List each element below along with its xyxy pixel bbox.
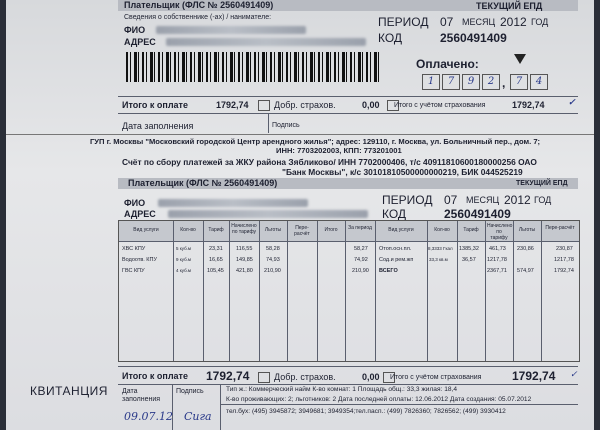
table-cell: 16,65 bbox=[209, 257, 223, 263]
paid-digit-6: 4 bbox=[530, 74, 548, 90]
table-col-sep bbox=[427, 221, 428, 361]
table-cell: 2367,71 bbox=[487, 268, 507, 274]
top-code-value: 2560491409 bbox=[440, 31, 507, 45]
middle-address-blurred bbox=[168, 210, 368, 218]
payee-line-1: ГУП г. Москвы "Московский городской Центр арендного жилья"; адрес: 129110, г. Москва, ул. Больничный пер., дом. 7; bbox=[90, 137, 541, 146]
charges-table bbox=[118, 220, 580, 362]
handwritten-signature: Сига bbox=[184, 410, 212, 423]
bottom-info-line-3: тел.бух: (495) 3945872; 3949681; 3949354;тел.пасп.: (499) 7826360; 7826562; (499) 3930412 bbox=[226, 408, 506, 415]
bottom-fill-date-label bbox=[122, 388, 168, 404]
table-col-sep bbox=[485, 221, 486, 361]
kvitancia-label: КВИТАНЦИЯ bbox=[30, 384, 108, 398]
payee-line-4: "Банк Москвы", к/с 30101810500000000219, БИК 044525219 bbox=[282, 167, 523, 177]
table-cell: 1792,74 bbox=[554, 268, 574, 274]
table-col-sep bbox=[345, 221, 346, 361]
top-year-label: ГОД bbox=[531, 17, 549, 27]
bottom-total-label: Итого к оплате bbox=[122, 371, 188, 381]
middle-month-label: МЕСЯЦ bbox=[466, 195, 500, 205]
paid-digit-4: 2 bbox=[482, 74, 500, 90]
top-total-with-ins-value: 1792,74 bbox=[512, 100, 545, 110]
table-cell: 9 куб.м bbox=[176, 257, 191, 262]
bottom-info-line-2: К-во проживающих: 2; льготников: 2 Дата последней оплаты: 12.06.2012 Дата создания: 05.07.2012 bbox=[226, 396, 532, 403]
bottom-insurance-checkbox[interactable] bbox=[258, 372, 270, 383]
middle-period-value: 07 bbox=[444, 193, 458, 207]
table-cell: 1217,78 bbox=[487, 257, 507, 263]
top-fill-date-label: Дата заполнения bbox=[122, 121, 194, 131]
middle-year-label: ГОД bbox=[534, 195, 552, 205]
payee-top-line bbox=[6, 134, 594, 135]
bottom-fill-date-text: Дата заполнения bbox=[122, 388, 161, 403]
top-period-label: ПЕРИОД bbox=[378, 15, 429, 29]
top-insurance-label: Добр. страхов. bbox=[274, 100, 336, 110]
epd-receipt bbox=[6, 0, 594, 430]
handwritten-date: 09.07.12 bbox=[124, 410, 173, 423]
bottom-total-with-ins-label: Итого с учётом страхования bbox=[390, 374, 482, 381]
top-period-value: 07 bbox=[440, 15, 454, 29]
table-cell: ВСЕГО bbox=[379, 268, 398, 274]
table-col-sep bbox=[259, 221, 260, 361]
table-col-sep bbox=[457, 221, 458, 361]
paid-digit-5: 7 bbox=[510, 74, 528, 90]
table-col-sep bbox=[541, 221, 542, 361]
middle-period-label: ПЕРИОД bbox=[382, 193, 433, 207]
arrow-down-icon bbox=[514, 54, 526, 64]
table-cell: 574,97 bbox=[517, 268, 534, 274]
table-cell: 33,3 кв.м bbox=[429, 257, 448, 262]
bottom-divider bbox=[118, 366, 578, 367]
table-cell: 421,80 bbox=[236, 268, 253, 274]
table-cell: ХВС КПУ bbox=[122, 246, 146, 252]
table-header-cell: За период bbox=[348, 225, 372, 231]
table-cell: 1217,78 bbox=[554, 257, 574, 263]
table-cell: 5 куб.м bbox=[176, 246, 191, 251]
table-col-sep bbox=[203, 221, 204, 361]
middle-code-value: 2560491409 bbox=[444, 207, 511, 221]
table-header-cell: Начислено по тарифу bbox=[487, 223, 513, 241]
table-header-line bbox=[119, 241, 579, 242]
barcode bbox=[126, 52, 382, 82]
paid-digit-1: 1 bbox=[422, 74, 440, 90]
payee-line-3: Счёт по сбору платежей за ЖКУ района Зябликово/ ИНН 7702000406, т/с 40911810600180000256 ОАО bbox=[122, 157, 537, 167]
table-cell: 74,92 bbox=[354, 257, 368, 263]
table-cell: 230,86 bbox=[517, 246, 534, 252]
bottom-col-sep bbox=[220, 384, 221, 430]
table-header-cell: Тариф bbox=[463, 227, 479, 233]
bottom-checkmark-icon: ✓ bbox=[570, 370, 578, 380]
top-total-value: 1792,74 bbox=[216, 100, 249, 110]
top-divider-2 bbox=[118, 113, 578, 114]
table-cell: 116,55 bbox=[236, 246, 253, 252]
table-cell: 58,28 bbox=[266, 246, 280, 252]
paid-decimal-comma: , bbox=[502, 76, 506, 90]
top-address-label: АДРЕС bbox=[124, 37, 156, 47]
table-cell: 210,90 bbox=[352, 268, 369, 274]
table-cell: 58,27 bbox=[354, 246, 368, 252]
top-code-label: КОД bbox=[378, 31, 403, 45]
top-divider bbox=[118, 96, 578, 97]
table-header-cell: Кол-во bbox=[434, 227, 450, 233]
table-col-sep bbox=[173, 221, 174, 361]
top-signature-label: Подпись bbox=[272, 122, 300, 129]
paid-digit-2: 7 bbox=[442, 74, 460, 90]
table-cell: 23,31 bbox=[209, 246, 223, 252]
top-total-label: Итого к оплате bbox=[122, 100, 188, 110]
table-col-sep bbox=[317, 221, 318, 361]
table-cell: Отоп.осн.пл. bbox=[379, 246, 412, 252]
top-fill-sig-separator bbox=[268, 113, 269, 133]
table-cell: 74,93 bbox=[266, 257, 280, 263]
top-checkmark-icon: ✓ bbox=[568, 98, 576, 108]
table-cell: 230,87 bbox=[556, 246, 573, 252]
bottom-insurance-value: 0,00 bbox=[362, 372, 380, 382]
top-fio-label: ФИО bbox=[124, 25, 146, 35]
table-cell: 149,85 bbox=[236, 257, 253, 263]
table-cell: Сод.и рем.жп bbox=[379, 257, 414, 263]
table-cell: 1385,32 bbox=[459, 246, 479, 252]
top-total-with-ins-label: Итого с учётом страхования bbox=[394, 102, 486, 109]
table-col-sep bbox=[287, 221, 288, 361]
paid-digit-3: 9 bbox=[462, 74, 480, 90]
bottom-divider-2 bbox=[118, 384, 578, 385]
table-cell: 4 куб.м bbox=[176, 268, 191, 273]
paid-label: Оплачено: bbox=[416, 57, 479, 71]
table-cell: Водоотв. КПУ bbox=[122, 257, 157, 263]
top-insurance-checkbox[interactable] bbox=[258, 100, 270, 111]
top-payer-header: Плательщик (ФЛС № 2560491409) bbox=[124, 0, 274, 10]
bottom-col-sep bbox=[172, 384, 173, 430]
table-header-cell: Пере-расчёт bbox=[294, 225, 310, 237]
bottom-info-line-1: Тип ж.: Коммерческий найм К-во комнат: 1 Площадь общ.: 33,3 жилая: 18,4 bbox=[226, 386, 458, 393]
table-col-sep bbox=[229, 221, 230, 361]
bottom-total-value: 1792,74 bbox=[206, 369, 250, 383]
top-current-epd: ТЕКУЩИЙ ЕПД bbox=[476, 1, 543, 11]
table-header-cell: Вид услуги bbox=[133, 227, 159, 233]
top-fio-blurred bbox=[156, 26, 306, 34]
middle-code-label: КОД bbox=[382, 207, 407, 221]
table-header-cell: Льготы bbox=[264, 227, 282, 233]
top-insurance-value: 0,00 bbox=[362, 100, 380, 110]
table-cell: 461,73 bbox=[489, 246, 506, 252]
payee-line-2: ИНН: 7703202003, КПП: 773201001 bbox=[276, 146, 402, 155]
table-header-cell: Кол-во bbox=[180, 227, 196, 233]
middle-fio-blurred bbox=[158, 199, 308, 207]
table-header-cell: Начислено по тарифу bbox=[231, 223, 257, 235]
middle-year-value: 2012 bbox=[504, 193, 531, 207]
bottom-total-with-ins-value: 1792,74 bbox=[512, 369, 556, 383]
middle-current-epd: ТЕКУЩИЙ ЕПД bbox=[516, 180, 568, 187]
table-cell: 36,57 bbox=[462, 257, 476, 263]
table-col-sep bbox=[513, 221, 514, 361]
table-cell: 210,90 bbox=[264, 268, 281, 274]
middle-fio-label: ФИО bbox=[124, 198, 146, 208]
top-year-value: 2012 bbox=[500, 15, 527, 29]
table-cell: ГВС КПУ bbox=[122, 268, 145, 274]
bottom-signature-label: Подпись bbox=[176, 388, 204, 395]
bottom-info-divider bbox=[220, 404, 578, 405]
table-col-sep bbox=[375, 221, 376, 361]
table-header-cell: Итого bbox=[324, 227, 338, 233]
table-header-cell: Льготы bbox=[518, 227, 536, 233]
middle-address-label: АДРЕС bbox=[124, 209, 156, 219]
top-month-label: МЕСЯЦ bbox=[462, 17, 496, 27]
table-header-cell: Вид услуги bbox=[388, 227, 414, 233]
bottom-insurance-label: Добр. страхов. bbox=[274, 372, 336, 382]
table-cell: 105,45 bbox=[207, 268, 224, 274]
table-header-cell: Тариф bbox=[208, 227, 224, 233]
owner-info-label: Сведения о собственнике (-ах) / нанимателе: bbox=[124, 14, 272, 21]
middle-payer-header: Плательщик (ФЛС № 2560491409) bbox=[128, 178, 278, 188]
table-cell: 8,3333 Гкал bbox=[428, 246, 453, 251]
top-address-blurred bbox=[166, 38, 366, 46]
table-header-cell: Пере-расчёт bbox=[545, 225, 575, 231]
